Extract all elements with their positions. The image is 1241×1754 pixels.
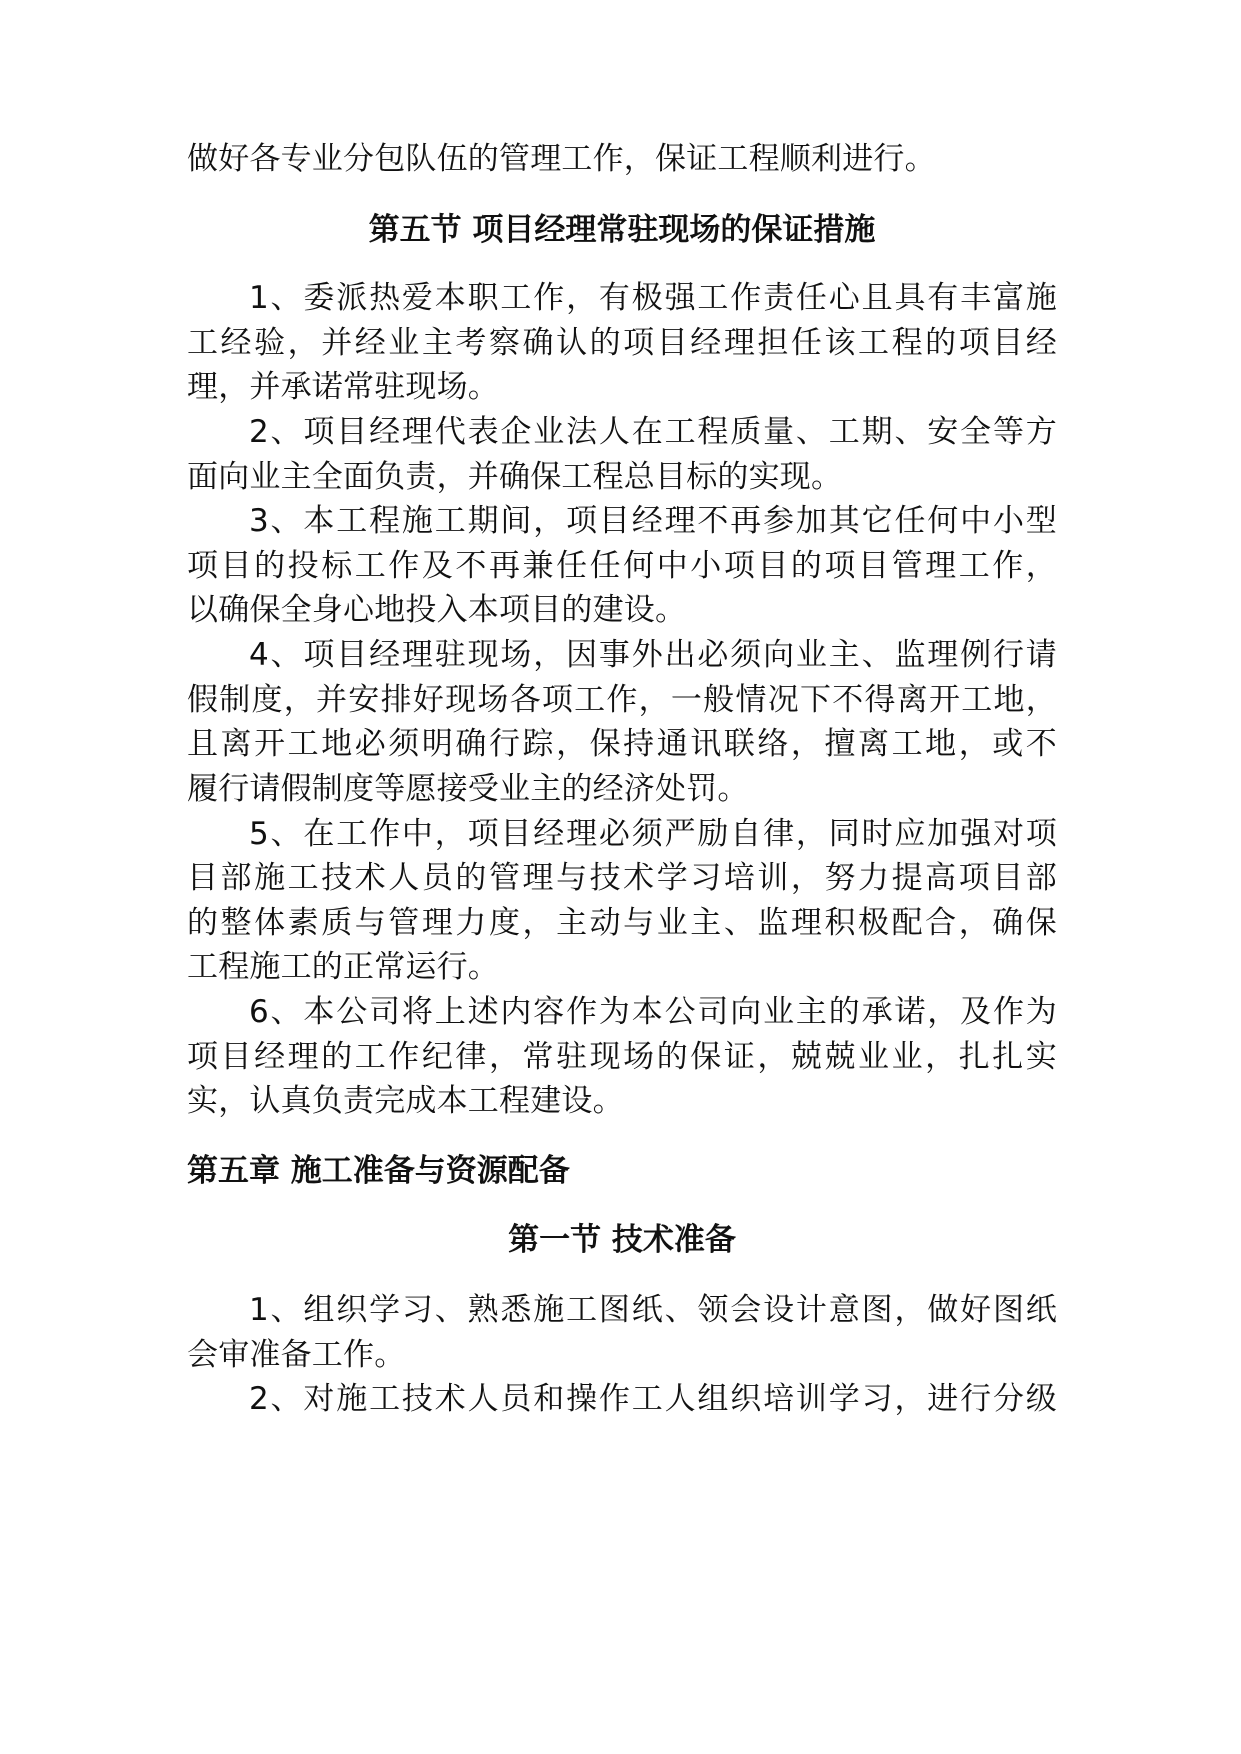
intro-line: 做好各专业分包队伍的管理工作，保证工程顺利进行。 (187, 141, 936, 177)
paragraph-line: 项目的投标工作及不再兼任任何中小项目的项目管理工作， (187, 548, 1057, 584)
paragraph-line: 以确保全身心地投入本项目的建设。 (187, 592, 687, 628)
paragraph-line: 1、组织学习、熟悉施工图纸、领会设计意图，做好图纸 (249, 1292, 1057, 1328)
paragraph-line: 面向业主全面负责，并确保工程总目标的实现。 (187, 459, 843, 495)
paragraph-line: 4、项目经理驻现场，因事外出必须向业主、监理例行请 (249, 637, 1057, 673)
paragraph-line: 工程施工的正常运行。 (187, 949, 499, 985)
paragraph-line: 履行请假制度等愿接受业主的经济处罚。 (187, 771, 749, 807)
paragraph-line: 实，认真负责完成本工程建设。 (187, 1083, 624, 1119)
paragraph-line: 的整体素质与管理力度，主动与业主、监理积极配合，确保 (187, 905, 1057, 941)
paragraph-line: 理，并承诺常驻现场。 (187, 369, 499, 405)
paragraph-line: 目部施工技术人员的管理与技术学习培训，努力提高项目部 (187, 860, 1057, 896)
paragraph-line: 3、本工程施工期间，项目经理不再参加其它任何中小型 (249, 503, 1057, 539)
section-title-5: 第五节 项目经理常驻现场的保证措施 (368, 212, 876, 248)
section-title-1: 第一节 技术准备 (508, 1222, 736, 1258)
paragraph-line: 2、项目经理代表企业法人在工程质量、工期、安全等方 (249, 414, 1057, 450)
paragraph-line: 2、对施工技术人员和操作工人组织培训学习，进行分级 (249, 1381, 1057, 1417)
paragraph-line: 会审准备工作。 (187, 1337, 406, 1373)
paragraph-line: 且离开工地必须明确行踪，保持通讯联络，擅离工地，或不 (187, 726, 1057, 762)
paragraph-line: 项目经理的工作纪律，常驻现场的保证，兢兢业业，扎扎实 (187, 1039, 1057, 1075)
paragraph-line: 假制度，并安排好现场各项工作，一般情况下不得离开工地， (187, 682, 1057, 718)
paragraph-line: 5、在工作中，项目经理必须严励自律，同时应加强对项 (249, 816, 1057, 852)
paragraph-line: 6、本公司将上述内容作为本公司向业主的承诺，及作为 (249, 994, 1057, 1030)
paragraph-line: 1、委派热爱本职工作，有极强工作责任心且具有丰富施 (249, 280, 1057, 316)
paragraph-line: 工经验，并经业主考察确认的项目经理担任该工程的项目经 (187, 325, 1057, 361)
chapter-title-5: 第五章 施工准备与资源配备 (187, 1153, 570, 1189)
